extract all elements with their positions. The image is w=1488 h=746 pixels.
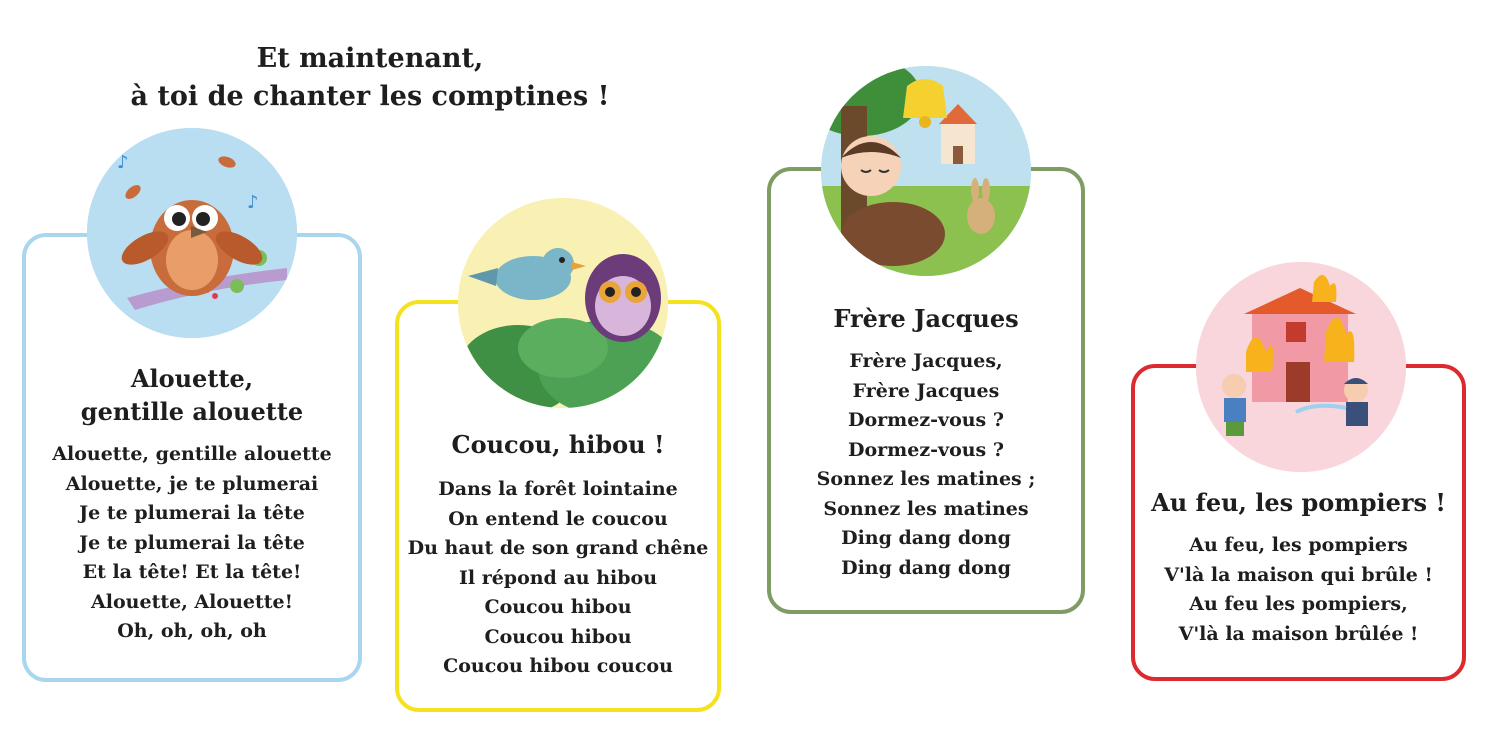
song-title-line: gentille alouette (80, 397, 304, 426)
owl-bird-icon (87, 128, 297, 338)
heading-line-2: à toi de chanter les comptines ! (130, 81, 610, 112)
lyric-line: Je te plumerai la tête (79, 531, 305, 554)
lyric-line: Frère Jacques, (849, 350, 1003, 372)
lyric-line: Dormez-vous ? (848, 438, 1004, 461)
lyric-line: V'là la maison brûlée ! (1178, 622, 1419, 645)
svg-text:♪: ♪ (247, 192, 259, 213)
lyric-line: Coucou hibou (484, 625, 632, 648)
song-title-line: Frère Jacques (833, 304, 1019, 333)
song-lyrics (399, 475, 717, 682)
lyric-line: Il répond au hibou (458, 566, 658, 589)
lyric-line: Ding dang dong (841, 527, 1011, 549)
song-title (771, 302, 1081, 335)
song-title-line: Coucou, hibou ! (451, 430, 665, 459)
song-title (399, 428, 717, 461)
page-heading (130, 40, 610, 116)
song-lyrics (771, 347, 1081, 583)
lyric-line: Du haut de son grand chêne (407, 537, 709, 559)
lyric-line: Alouette, je te plumerai (65, 472, 319, 495)
song-title-line: Alouette, (130, 364, 254, 393)
svg-text:♪: ♪ (117, 152, 129, 173)
lyric-line: Sonnez les matines ; (816, 468, 1036, 490)
bird-and-owl-icon (458, 198, 668, 408)
lyric-line: Coucou hibou coucou (443, 655, 673, 677)
song-title (1135, 486, 1462, 519)
lyric-line: Alouette, Alouette! (91, 590, 293, 613)
song-lyrics (26, 440, 358, 647)
lyric-line: Sonnez les matines (823, 497, 1029, 520)
lyric-line: Frère Jacques (852, 379, 1000, 402)
lyric-line: V'là la maison qui brûle ! (1164, 563, 1433, 586)
lyric-line: Alouette, gentille alouette (52, 443, 332, 465)
song-title (26, 362, 358, 428)
heading-line-1: Et maintenant, (256, 43, 484, 74)
lyric-line: On entend le coucou (448, 507, 668, 530)
song-title-line: Au feu, les pompiers ! (1151, 488, 1446, 517)
lyric-line: Dans la forêt lointaine (438, 478, 678, 500)
lyric-line: Je te plumerai la tête (79, 502, 305, 524)
sleeping-monk-icon (821, 66, 1031, 276)
song-lyrics (1135, 531, 1462, 649)
lyric-line: Au feu les pompiers, (1189, 593, 1408, 615)
lyric-line: Ding dang dong (841, 556, 1011, 579)
lyric-line: Coucou hibou (484, 596, 632, 618)
burning-house-icon (1196, 262, 1406, 472)
lyric-line: Oh, oh, oh, oh (117, 620, 267, 642)
lyric-line: Et la tête! Et la tête! (82, 561, 302, 583)
lyric-line: Dormez-vous ? (848, 409, 1004, 431)
lyric-line: Au feu, les pompiers (1189, 534, 1408, 556)
